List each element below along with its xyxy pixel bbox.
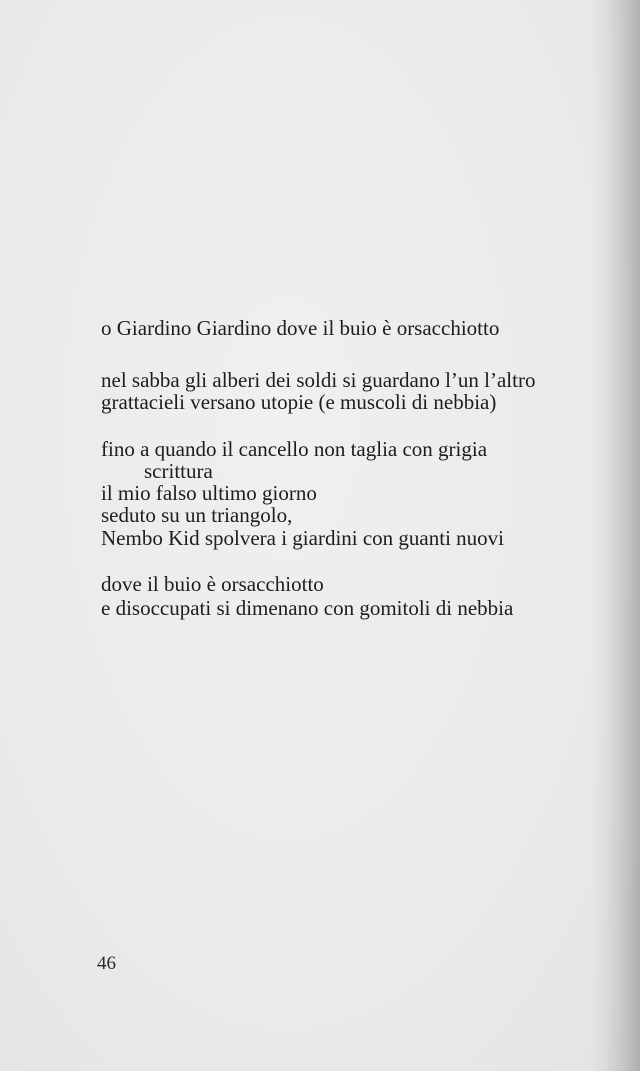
poem-line: o Giardino Giardino dove il buio è orsacchiotto [101,316,500,340]
page-number: 46 [97,953,116,974]
poem-line: il mio falso ultimo giorno [101,481,317,505]
poem-line: dove il buio è orsacchiotto [101,572,324,596]
poem-line: grattacieli versano utopie (e muscoli di nebbia) [101,390,497,414]
poem-line: fino a quando il cancello non taglia con grigia [101,437,488,461]
poem-line-continuation: scrittura [144,459,213,483]
poem-line: Nembo Kid spolvera i giardini con guanti nuovi [101,526,505,550]
poem-line: nel sabba gli alberi dei soldi si guardano l’un l’altro [101,368,536,392]
poem-line: e disoccupati si dimenano con gomitoli di nebbia [101,596,514,620]
poem-line: seduto su un triangolo, [101,503,293,527]
